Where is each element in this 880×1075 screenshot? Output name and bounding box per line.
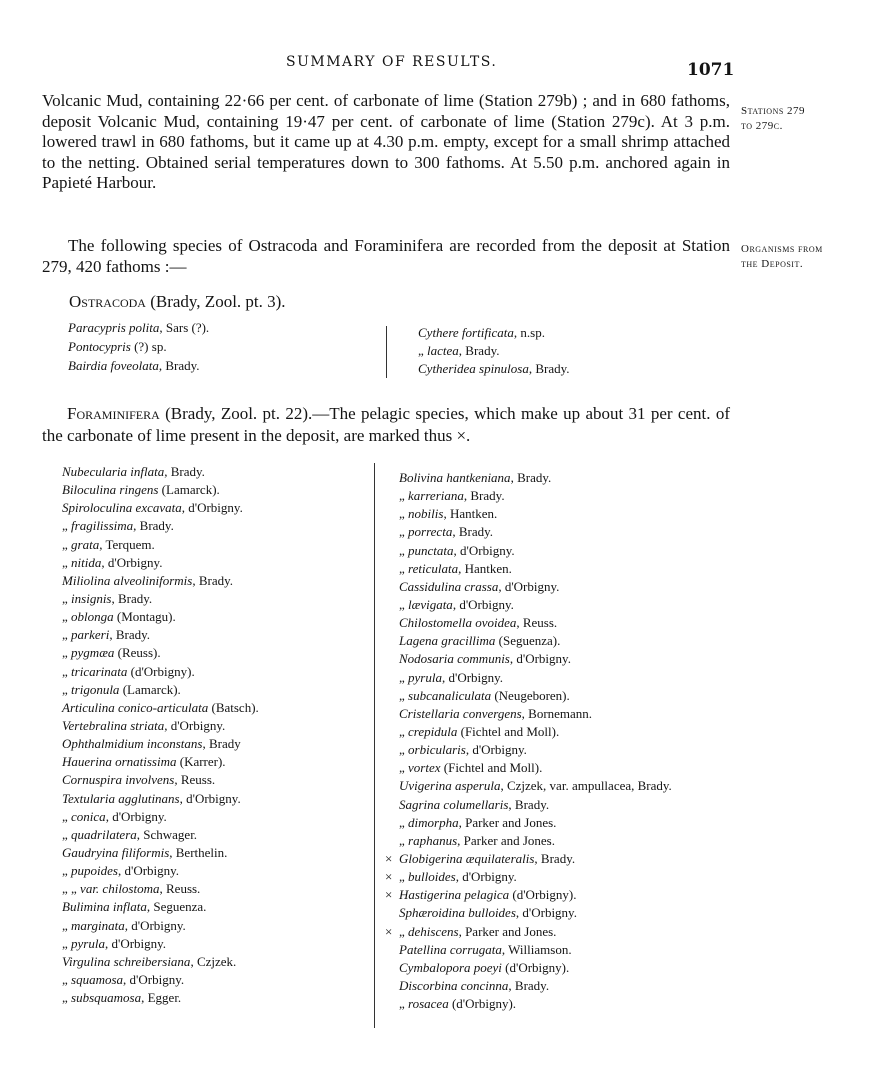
species-name: Cassidulina crassa: [399, 578, 499, 594]
species-name: dimorpha: [408, 814, 459, 830]
species-item: [48, 681, 259, 699]
species-name: Gaudryina filiformis: [62, 844, 170, 860]
species-authority: , n.sp.: [513, 325, 545, 340]
margin-note-stations: [741, 104, 805, 134]
species-name: Uvigerina asperula: [399, 778, 501, 794]
species-authority: , Parker and Jones.: [457, 832, 555, 848]
species-name: nitida: [71, 554, 102, 570]
ditto-mark: „: [62, 627, 72, 643]
species-name: Chilostomella ovoidea: [399, 615, 517, 631]
ditto-mark: „: [399, 832, 409, 848]
pelagic-mark: ×: [385, 869, 393, 885]
pelagic-mark: ×: [385, 887, 393, 903]
ditto-mark: „: [62, 863, 72, 879]
species-authority: (Reuss).: [114, 645, 161, 661]
ditto-mark: „: [399, 560, 409, 576]
ostracoda-title: Ostracoda: [69, 292, 146, 311]
species-authority: (Karrer).: [176, 754, 226, 770]
species-authority: , d'Orbigny.: [179, 790, 241, 806]
species-name: parkeri: [71, 627, 110, 643]
ditto-mark: „: [399, 996, 409, 1012]
species-authority: , d'Orbigny.: [117, 863, 180, 879]
species-name: grata: [71, 536, 100, 552]
species-name: pyrula: [71, 935, 105, 951]
species-item: [385, 523, 672, 541]
species-item: [48, 590, 259, 608]
ditto-mark: „: [62, 590, 72, 606]
species-authority: , Hantken.: [458, 560, 512, 576]
margin-note-line: Organisms from: [741, 243, 823, 255]
ditto-mark: „: [62, 990, 72, 1006]
ostracoda-reference: (Brady, Zool. pt. 3).: [145, 292, 286, 311]
species-authority: , Bornemann.: [521, 705, 593, 721]
species-authority: , d'Orbigny.: [498, 578, 560, 594]
species-item: [385, 542, 672, 560]
ditto-mark: „: [399, 687, 409, 703]
species-item: [385, 560, 672, 578]
species-authority: , Brady.: [192, 572, 234, 588]
species-name: Bolivina hantkeniana: [399, 470, 511, 485]
species-item: [48, 608, 259, 626]
species-authority: , d'Orbigny.: [455, 869, 517, 885]
species-name: punctata: [408, 542, 454, 558]
foraminifera-paragraph: [42, 403, 730, 447]
species-authority: , Parker and Jones.: [458, 814, 557, 830]
ditto-mark: „: [62, 808, 72, 824]
species-item: [48, 935, 259, 953]
species-name: porrecta: [408, 524, 453, 540]
species-name: insignis: [71, 590, 112, 606]
species-name: lævigata: [408, 596, 453, 612]
species-name: tricarinata: [71, 663, 128, 679]
species-name: lactea: [427, 343, 459, 358]
species-authority: (Batsch).: [208, 699, 259, 715]
species-name: orbicularis: [408, 742, 466, 758]
ditto-mark: „: [418, 343, 428, 358]
ditto-mark: „: [399, 742, 409, 758]
species-name: Globigerina æquilateralis: [399, 850, 535, 866]
species-authority: , Brady.: [458, 343, 500, 358]
species-authority: , Seguenza.: [146, 899, 207, 915]
species-item: [48, 517, 259, 535]
species-name: Vertebralina striata: [62, 717, 165, 733]
species-item: [54, 356, 209, 375]
species-authority: , Sars (?).: [159, 320, 210, 335]
species-paragraph: The following species of Ostracoda and Foraminifera are recorded from the deposit at Station 279, 420 fathoms :—: [42, 236, 730, 276]
species-authority: , d'Orbigny.: [101, 554, 163, 570]
species-name: Textularia agglutinans: [62, 790, 180, 806]
species-item: [48, 572, 259, 590]
species-item: [48, 554, 259, 572]
species-authority: , Schwager.: [136, 826, 198, 842]
ditto-mark: „: [399, 723, 409, 739]
pelagic-mark: ×: [385, 923, 393, 939]
page-number: 1071: [687, 60, 735, 80]
species-name: Lagena gracillima: [399, 633, 496, 649]
species-name: karreriana: [408, 488, 464, 504]
species-item: [48, 971, 259, 989]
species-authority: (?) sp.: [130, 339, 167, 354]
ditto-mark: „: [62, 518, 72, 534]
species-item: [385, 832, 672, 850]
species-authority: , Brady.: [452, 524, 494, 540]
species-authority: (d'Orbigny).: [509, 887, 577, 903]
species-authority: , d'Orbigny.: [441, 669, 504, 685]
species-item: [48, 989, 259, 1007]
species-item: [385, 687, 672, 705]
foraminifera-list-right: [385, 469, 672, 1013]
species-name: Miliolina alveoliniformis: [62, 572, 193, 588]
species-authority: , Brady: [202, 736, 241, 752]
species-name: trigonula: [71, 681, 120, 697]
species-name: Bulimina inflata: [62, 899, 147, 915]
species-item: [48, 826, 259, 844]
species-name: Cythere fortificata: [418, 325, 514, 340]
species-item: [385, 632, 672, 650]
species-item: [385, 886, 672, 904]
species-item: [48, 862, 259, 880]
ditto-mark: „: [399, 488, 409, 504]
species-item: [48, 771, 259, 789]
species-authority: , Hantken.: [443, 506, 498, 522]
ditto-mark: „: [399, 542, 409, 558]
species-authority: , d'Orbigny.: [123, 971, 185, 987]
species-item: [385, 741, 672, 759]
species-name: subcanaliculata: [408, 687, 492, 703]
margin-note-organisms: [741, 242, 823, 272]
ditto-mark: „: [62, 554, 72, 570]
species-name: crepidula: [408, 723, 458, 739]
species-name: var. chilostoma: [80, 881, 160, 897]
species-item: [48, 699, 259, 717]
species-name: Pontocypris: [68, 339, 131, 354]
species-authority: , Brady.: [111, 590, 153, 606]
species-authority: , d'Orbigny.: [104, 935, 167, 951]
ostracoda-list-right: [404, 324, 570, 378]
ditto-mark: „: [62, 935, 72, 951]
species-authority: , Williamson.: [501, 941, 572, 957]
species-item: [48, 499, 259, 517]
species-authority: , d'Orbigny.: [509, 651, 571, 667]
species-authority: , Brady.: [510, 470, 552, 485]
species-item: [48, 717, 259, 735]
species-name: Nubecularia inflata: [62, 464, 165, 479]
species-item: [48, 481, 259, 499]
species-item: [48, 808, 259, 826]
ditto-mark: „: [62, 971, 72, 987]
species-authority: (Fichtel and Moll).: [440, 760, 543, 776]
species-name: Biloculina ringens: [62, 482, 159, 498]
species-name: Nodosaria communis: [399, 651, 510, 667]
species-name: Hauerina ornatissima: [62, 754, 177, 770]
species-item: [385, 723, 672, 741]
species-item: [385, 705, 672, 723]
species-authority: , Parker and Jones.: [458, 923, 557, 939]
foraminifera-text: (Brady, Zool. pt. 22).—The pelagic species, which make up about 31 per cent. of the carbonate of lime present in the deposit, are marked thus ×.: [42, 404, 730, 445]
species-authority: (Neugeboren).: [491, 687, 570, 703]
ditto-mark: „: [399, 814, 409, 830]
species-authority: , Brady.: [133, 518, 174, 534]
species-name: conica: [71, 808, 106, 824]
species-authority: (d'Orbigny).: [448, 996, 517, 1012]
species-item: [54, 337, 209, 356]
species-name: pupoides: [71, 863, 118, 879]
species-item: [48, 463, 259, 481]
species-name: quadrilatera: [71, 826, 137, 842]
species-authority: , Reuss.: [159, 881, 201, 897]
column-divider: [374, 463, 375, 1028]
ostracoda-list-left: [54, 318, 209, 375]
column-divider: [386, 326, 387, 378]
species-item: [385, 868, 672, 886]
species-item: [385, 469, 672, 487]
species-authority: , Czjzek.: [190, 953, 237, 969]
species-authority: , Brady.: [164, 464, 205, 479]
species-item: [385, 596, 672, 614]
species-name: Patellina corrugata: [399, 941, 502, 957]
species-name: Bairdia foveolata: [68, 358, 159, 373]
species-item: [48, 917, 259, 935]
margin-note-line: to 279c.: [741, 120, 783, 132]
species-name: Spiroloculina excavata: [62, 500, 182, 516]
species-item: [385, 923, 672, 941]
ditto-mark: „: [62, 917, 72, 933]
species-item: [385, 959, 672, 977]
running-head: SUMMARY OF RESULTS.: [286, 54, 498, 70]
species-name: reticulata: [408, 560, 459, 576]
species-authority: , Brady.: [158, 358, 200, 373]
species-item: [404, 342, 570, 360]
species-item: [385, 796, 672, 814]
species-item: [385, 904, 672, 922]
species-authority: , Terquem.: [99, 536, 155, 552]
species-name: fragilissima: [71, 518, 134, 534]
ditto-mark: „: [399, 923, 409, 939]
species-item: [48, 536, 259, 554]
ditto-mark: „: [62, 826, 72, 842]
species-authority: (Fichtel and Moll).: [457, 723, 560, 739]
species-item: [385, 995, 672, 1013]
margin-note-line: the Deposit.: [741, 258, 804, 270]
species-item: [385, 578, 672, 596]
species-authority: , d'Orbigny.: [465, 742, 527, 758]
species-item: [385, 759, 672, 777]
ditto-mark: „: [399, 760, 409, 776]
foraminifera-list-left: [48, 463, 259, 1007]
species-authority: , d'Orbigny.: [452, 596, 514, 612]
margin-note-line: Stations 279: [741, 105, 806, 117]
pelagic-mark: ×: [385, 850, 393, 866]
species-item: [385, 669, 672, 687]
species-name: Sphæroidina bulloides: [399, 905, 516, 921]
species-item: [48, 644, 259, 662]
ditto-mark: „: [399, 524, 409, 540]
species-name: Articulina conico-articulata: [62, 699, 209, 715]
species-name: Paracypris polita: [68, 320, 160, 335]
species-authority: (d'Orbigny).: [127, 663, 195, 679]
species-name: oblonga: [71, 609, 114, 625]
species-item: [385, 814, 672, 832]
ditto-mark: „: [399, 506, 409, 522]
ditto-mark: „: [399, 669, 409, 685]
species-name: Cristellaria convergens: [399, 705, 522, 721]
species-authority: , d'Orbigny.: [164, 717, 226, 733]
species-name: Hastigerina pelagica: [399, 887, 510, 903]
species-name: Cytheridea spinulosa: [418, 361, 529, 376]
species-authority: , Brady.: [463, 488, 505, 504]
species-item: [385, 977, 672, 995]
intro-paragraph: Volcanic Mud, containing 22·66 per cent. of carbonate of lime (Station 279b) ; and in 680 fathoms, deposit Volcanic Mud, containing 19·47 per cent. of carbonate of lime (Station 279c). At 3 p.m. lowered trawl in 680 fathoms, but it came up at 4.30 p.m. empty, except for a small shrimp attached to the netting. Obtained serial temperatures down to 300 fathoms. At 5.50 p.m. anchored again in Papieté Harbour.: [42, 91, 730, 192]
species-item: [385, 777, 672, 795]
species-authority: , Brady.: [109, 627, 150, 643]
species-authority: , d'Orbigny.: [181, 500, 243, 516]
ditto-mark: „: [62, 609, 72, 625]
species-item: [48, 790, 259, 808]
species-item: [48, 953, 259, 971]
species-item: [48, 880, 259, 898]
species-authority: , Brady.: [534, 850, 576, 866]
species-name: Virgulina schreibersiana: [62, 953, 191, 969]
species-authority: , Reuss.: [174, 772, 216, 788]
species-name: Discorbina concinna: [399, 977, 509, 993]
species-item: [48, 844, 259, 862]
species-authority: , Berthelin.: [169, 844, 228, 860]
species-authority: (Seguenza).: [495, 633, 561, 649]
species-name: subsquamosa: [71, 990, 142, 1006]
species-name: Sagrina columellaris: [399, 796, 509, 812]
species-authority: , d'Orbigny.: [124, 917, 186, 933]
species-name: pygmæa: [71, 645, 115, 661]
species-name: pyrula: [408, 669, 442, 685]
species-item: [48, 626, 259, 644]
species-authority: (Lamarck).: [158, 482, 220, 498]
species-authority: , Egger.: [141, 990, 182, 1006]
ditto-mark: „: [62, 645, 72, 661]
species-name: vortex: [408, 760, 441, 776]
ditto-mark: „: [62, 536, 72, 552]
species-name: bulloides: [408, 869, 456, 885]
species-item: [385, 487, 672, 505]
species-name: dehiscens: [408, 923, 459, 939]
species-item: [48, 753, 259, 771]
species-authority: , d'Orbigny.: [453, 542, 515, 558]
ditto-mark: „: [399, 596, 409, 612]
species-name: Ophthalmidium inconstans: [62, 736, 203, 752]
species-item: [385, 614, 672, 632]
species-authority: (Montagu).: [113, 609, 176, 625]
species-name: squamosa: [71, 971, 124, 987]
species-authority: , d'Orbigny.: [105, 808, 167, 824]
species-item: [48, 663, 259, 681]
foraminifera-title: Foraminifera: [67, 404, 160, 423]
species-item: [385, 650, 672, 668]
species-authority: , Brady.: [508, 796, 550, 812]
species-name: marginata: [71, 917, 125, 933]
species-name: raphanus: [408, 832, 458, 848]
ditto-mark: „: [62, 663, 72, 679]
species-authority: , d'Orbigny.: [515, 905, 577, 921]
species-name: rosacea: [408, 996, 449, 1012]
ditto-mark: „: [62, 681, 72, 697]
species-item: [54, 318, 209, 337]
species-name: Cymbalopora poeyi: [399, 959, 502, 975]
species-item: [48, 898, 259, 916]
species-authority: (d'Orbigny).: [501, 959, 570, 975]
species-authority: , Reuss.: [516, 615, 558, 631]
species-item: [385, 941, 672, 959]
species-item: [48, 735, 259, 753]
species-name: nobilis: [408, 506, 444, 522]
species-item: [385, 850, 672, 868]
species-name: Cornuspira involvens: [62, 772, 175, 788]
ostracoda-heading: [69, 291, 286, 312]
species-item: [404, 324, 570, 342]
species-item: [385, 505, 672, 523]
species-authority: , Czjzek, var. ampullacea, Brady.: [500, 778, 672, 794]
species-authority: , Brady.: [508, 977, 550, 993]
ditto-mark: „ „: [62, 881, 81, 897]
ditto-mark: „: [399, 869, 409, 885]
species-item: [404, 360, 570, 378]
species-authority: (Lamarck).: [119, 681, 181, 697]
species-authority: , Brady.: [528, 361, 570, 376]
